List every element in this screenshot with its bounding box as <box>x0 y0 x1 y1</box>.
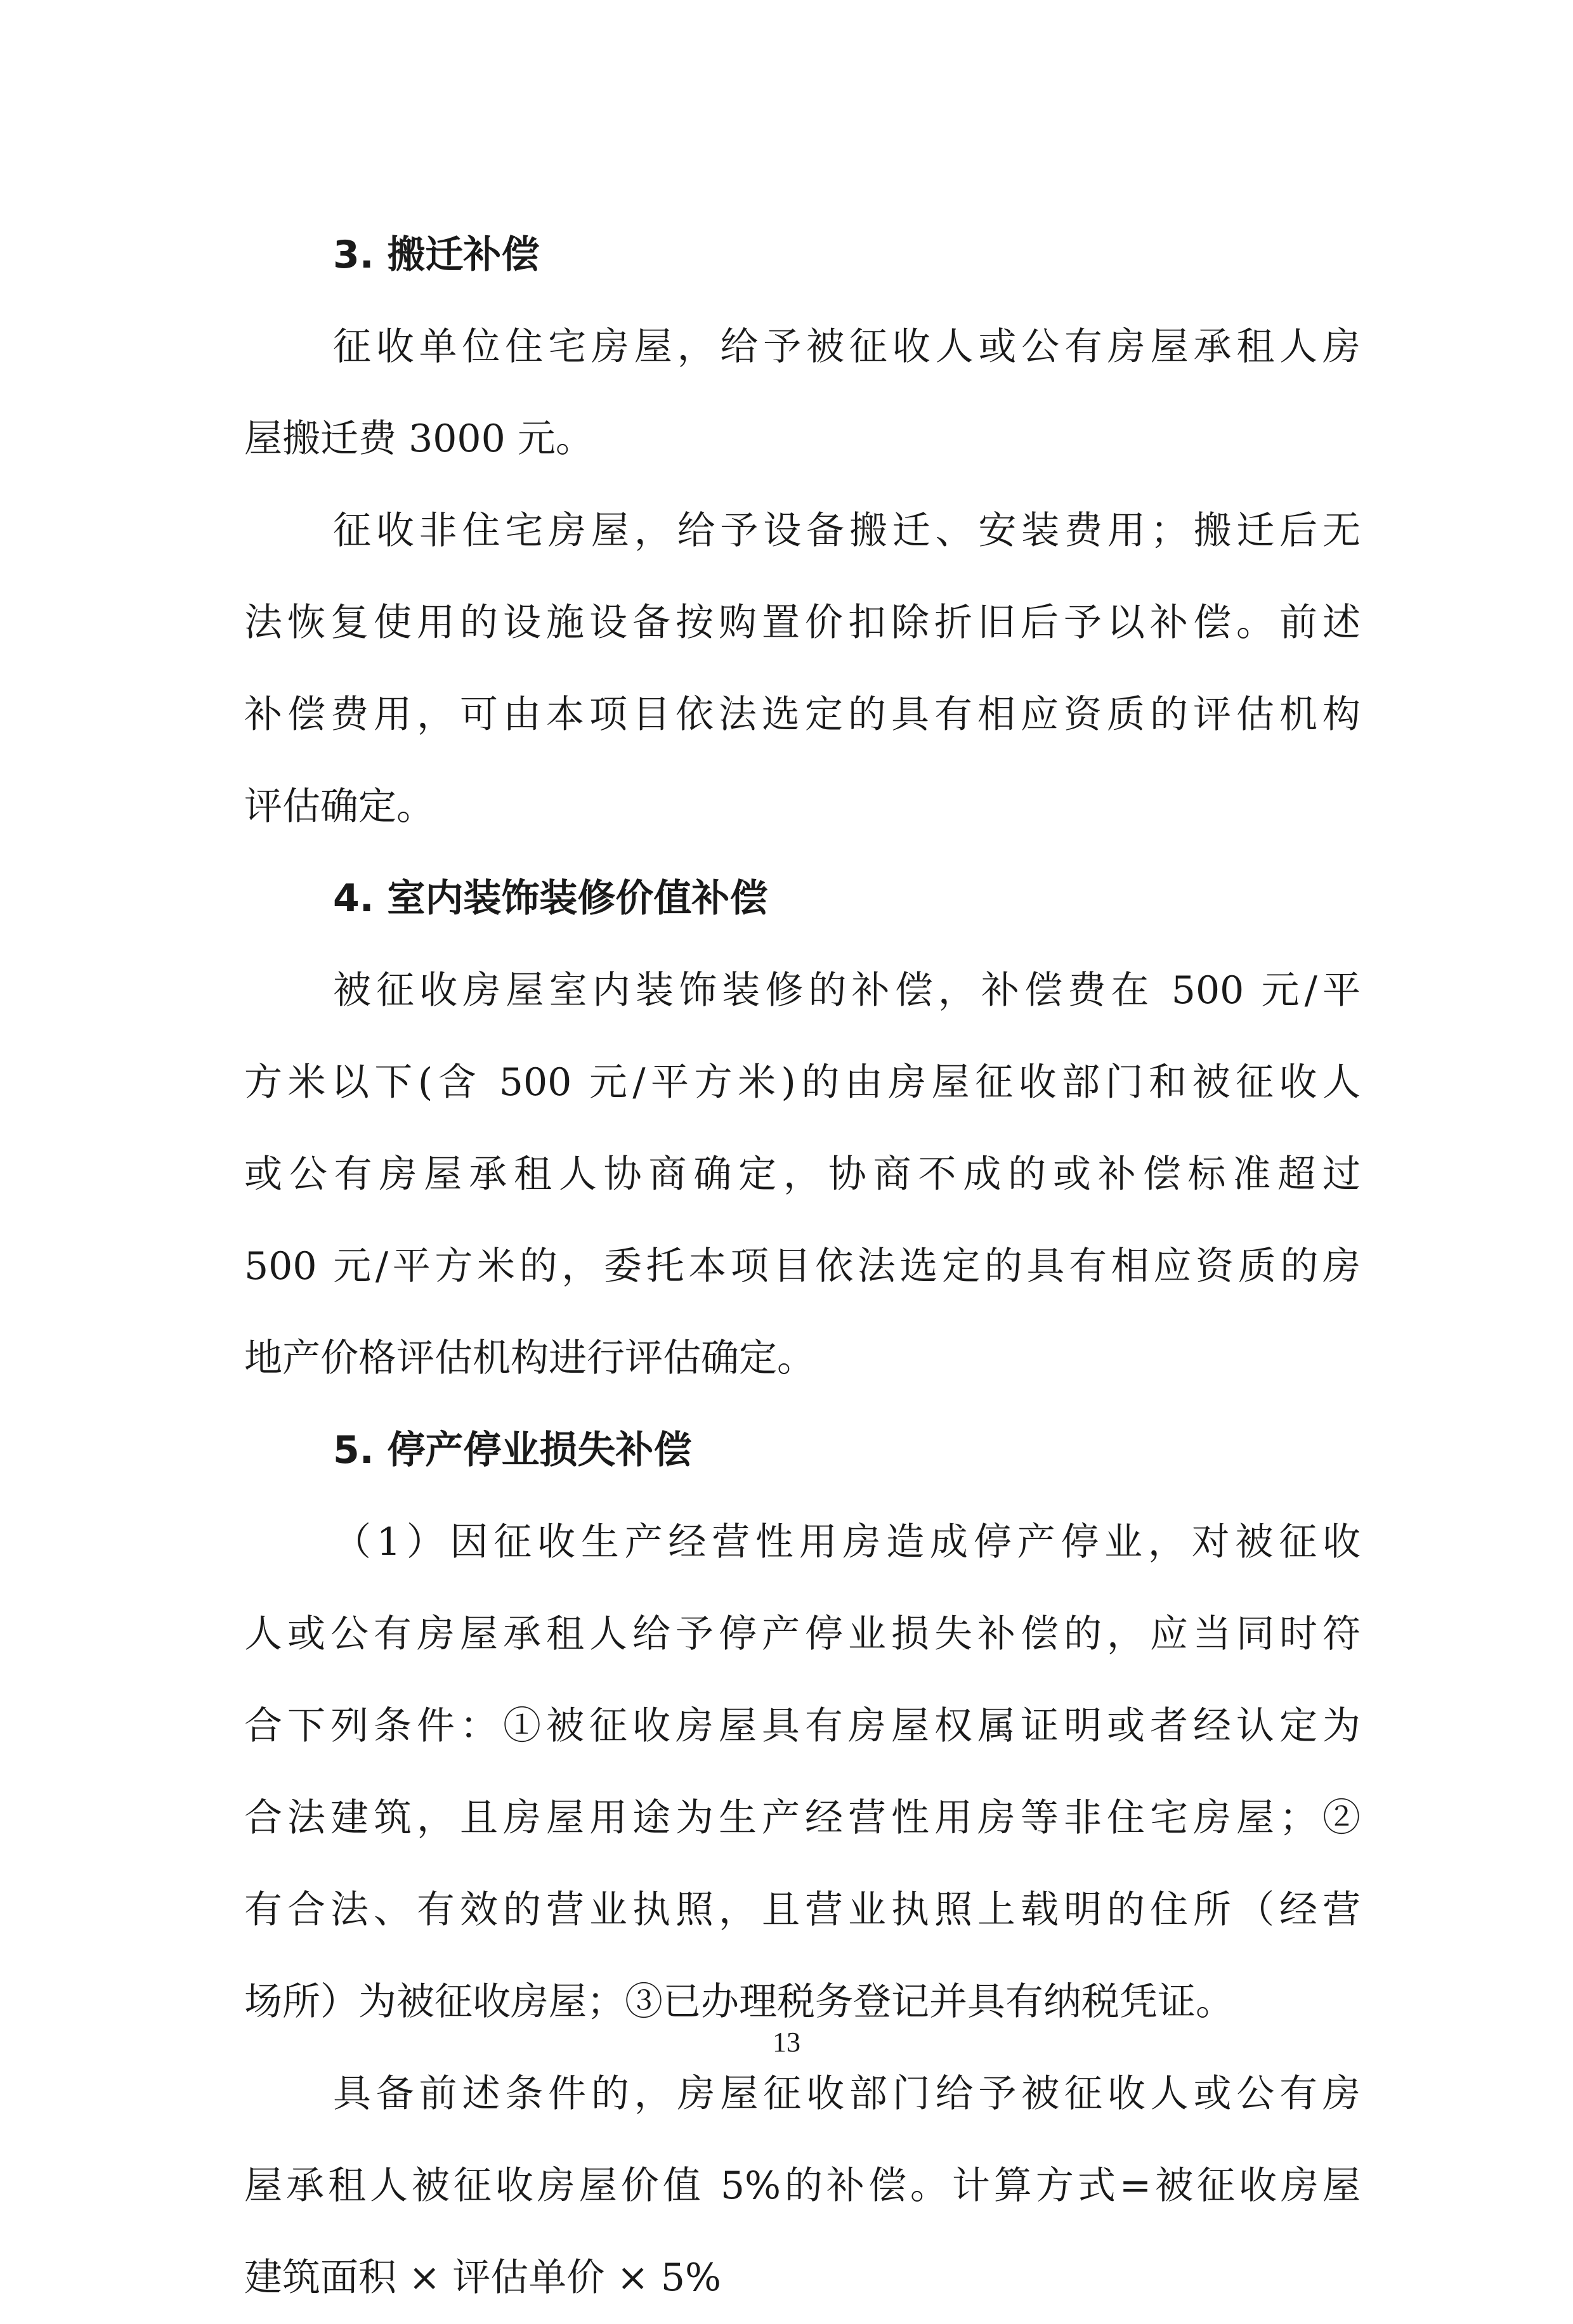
text-line: 方米以下(含 500 元/平方米)的由房屋征收部门和被征收人 <box>244 1060 1361 1105</box>
text-line: 征收单位住宅房屋，给予被征收人或公有房屋承租人房 <box>333 325 1361 369</box>
text-line: 500 元/平方米的，委托本项目依法选定的具有相应资质的房 <box>244 1244 1361 1289</box>
text-line: 建筑面积 × 评估单价 × 5% <box>244 2256 722 2300</box>
text-line: 地产价格评估机构进行评估确定。 <box>244 1336 815 1380</box>
paragraph-decoration-compensation <box>244 945 1361 1405</box>
text-line: 被征收房屋室内装饰装修的补偿，补偿费在 500 元/平 <box>333 968 1361 1013</box>
text-line: 场所）为被征收房屋；③已办理税务登记并具有纳税凭证。 <box>244 1980 1234 2024</box>
text-line: 法恢复使用的设施设备按购置价扣除折旧后予以补偿。前述 <box>244 600 1361 645</box>
section-heading-relocation: 3. 搬迁补偿 <box>333 233 540 277</box>
text-line: （1）因征收生产经营性用房造成停产停业，对被征收 <box>333 1520 1361 1564</box>
paragraph-residential-relocation-fee <box>244 301 1361 485</box>
text-line: 合下列条件：①被征收房屋具有房屋权属证明或者经认定为 <box>244 1704 1361 1748</box>
text-line: 合法建筑，且房屋用途为生产经营性用房等非住宅房屋；② <box>244 1796 1361 1840</box>
document-body <box>244 209 1361 2324</box>
paragraph-business-loss-conditions <box>244 1496 1361 2048</box>
text-line: 人或公有房屋承租人给予停产停业损失补偿的，应当同时符 <box>244 1612 1361 1656</box>
section-heading-decoration: 4. 室内装饰装修价值补偿 <box>333 876 768 921</box>
text-line: 屋搬迁费 3000 元。 <box>244 417 594 461</box>
paragraph-nonresidential-relocation <box>244 485 1361 853</box>
text-line: 或公有房屋承租人协商确定，协商不成的或补偿标准超过 <box>244 1152 1361 1197</box>
text-line: 补偿费用，可由本项目依法选定的具有相应资质的评估机构 <box>244 692 1361 737</box>
page-number: 13 <box>773 2027 800 2058</box>
text-line: 屋承租人被征收房屋价值 5%的补偿。计算方式=被征收房屋 <box>244 2164 1361 2208</box>
section-heading-business-loss: 5. 停产停业损失补偿 <box>333 1428 692 1472</box>
paragraph-business-loss-calculation <box>244 2048 1361 2324</box>
text-line: 评估确定。 <box>244 784 434 829</box>
text-line: 具备前述条件的，房屋征收部门给予被征收人或公有房 <box>333 2072 1361 2116</box>
text-line: 征收非住宅房屋，给予设备搬迁、安装费用；搬迁后无 <box>333 509 1361 553</box>
text-line: 有合法、有效的营业执照，且营业执照上载明的住所（经营 <box>244 1888 1361 1932</box>
